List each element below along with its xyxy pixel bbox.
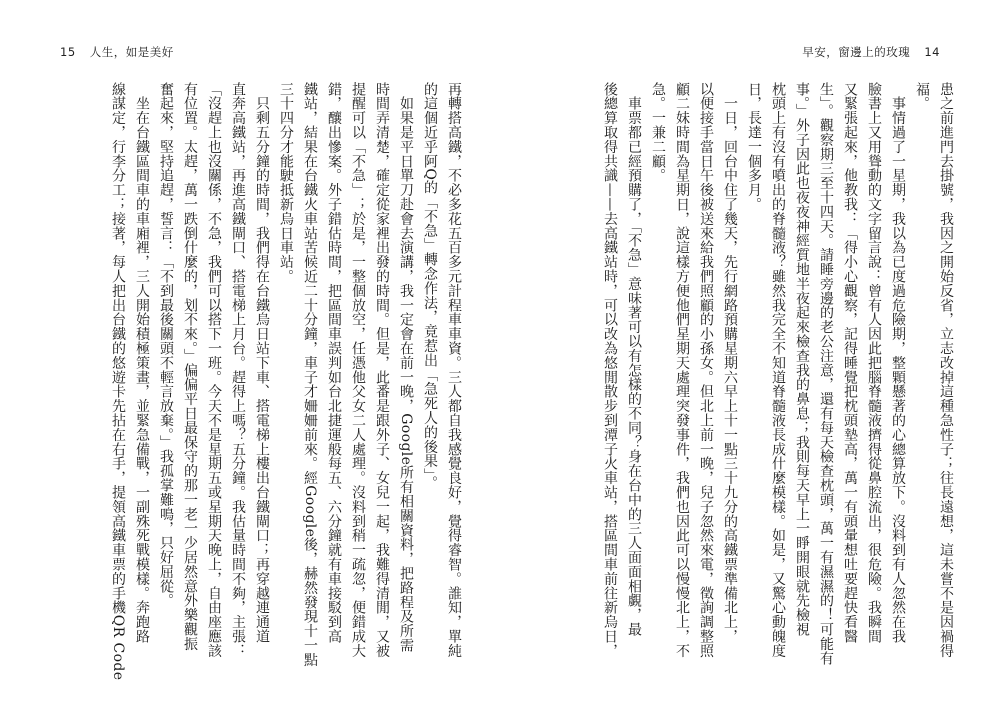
- text-column: 急。一兼二顧。: [650, 82, 666, 183]
- text-column: 日，長達一個多月。: [746, 82, 762, 212]
- text-column: 錯，釀出慘案。外子錯估時間，把區間車誤判如台北捷運般每五、六分鐘就有車接駁到高: [326, 82, 342, 644]
- left-running-title: 人生，如是美好: [89, 45, 174, 59]
- text-column: 鐵站，結果在台鐵火車站苦候近二十分鐘，車子才姍姍前來。經Google後，赫然發現十一點: [302, 82, 318, 667]
- text-column: 患之前進門去掛號，我因之開始反省，立志改掉這種急性子；往長遠想，這未嘗不是因禍得: [938, 82, 954, 658]
- text-column: 三十四分才能駛抵新烏日車站。: [278, 82, 294, 284]
- left-page-number: 15: [60, 45, 76, 59]
- left-page-body: [53, 82, 461, 682]
- text-column: 福。: [914, 82, 930, 111]
- text-column: 提醒可以「不急」；於是，一整個放空，任憑他父女二人處理。沒料到稍一疏忽，便錯成大: [350, 82, 366, 658]
- text-column: 的這個近乎阿Q的「不急」轉念作法，竟惹出「急死人的後果」。: [422, 82, 438, 491]
- text-column: 有位置。太趕，萬一跌倒什麼的，划不來。」偏偏平日最保守的那一老一少居然意外樂觀振: [182, 82, 198, 651]
- text-column: 「沒趕上也沒關係，不急，我們可以搭下一班。今天不是星期五或星期天晚上，自由座應該: [206, 82, 222, 658]
- text-column: 奮起來，堅持追趕，誓言：「不到最後關頭不輕言放棄。」我孤掌難鳴，只好屈從。: [158, 82, 174, 608]
- text-column: 以便接手當日午後被送來給我們照顧的小孫女。但北上前一晚，兒子忽然來電，徵詢調整照: [698, 82, 714, 658]
- text-column: 只剩五分鐘的時間，我們得在台鐵烏日站下車、搭電梯上樓出台鐵閘口；再穿越連通道: [254, 82, 270, 644]
- text-column: 坐在台鐵區間車的車廂裡，三人開始積極策畫，並緊急備戰，一副殊死戰模樣。奔跑路: [134, 82, 150, 644]
- text-column: 顧二妹時間為星期日，說這樣方便他們星期天處理突發事件，我們也因此可以慢慢北上，不: [674, 82, 690, 658]
- text-column: 生」。觀察期三至十四天。請睡旁邊的老公注意，還有每天檢查枕頭，萬一有濕濕的！可能有: [818, 82, 834, 666]
- right-page-header: [802, 44, 940, 60]
- text-column: 直奔高鐵站，再進高鐵閘口、搭電梯上月台。趕得上嗎？五分鐘。我估量時間不夠，主張：: [230, 82, 246, 658]
- text-column: 車票都已經預購了，「不急」意味著可以有怎樣的不同？身在台中的三人面面相覷，最: [626, 82, 642, 637]
- text-column: 又緊張起來，他教我：「得小心觀察，記得睡覺把枕頭墊高，萬一有頭暈想吐要趕快看醫: [842, 82, 858, 644]
- text-column: 時間弄清楚，確定從家裡出發的時間。但是，此番是跟外子、女兒一起，我難得清閒，又被: [374, 82, 390, 658]
- left-page-header: [60, 44, 174, 60]
- text-column: 事情過了一星期，我以為已度過危險期，整顆懸著的心總算放下。沒料到有人忽然在我: [890, 82, 906, 644]
- right-running-title: 早安，窗邊上的玫瑰: [802, 45, 911, 59]
- right-page-body: [545, 82, 953, 682]
- text-column: 再轉搭高鐵，不必多花五百多元計程車車資。三人都自我感覺良好，覺得睿智。誰知，單純: [446, 82, 462, 658]
- text-column: 事。」外子因此也夜夜神經質地半夜起來檢查我的鼻息；我則每天早上一睜開眼就先檢視: [794, 82, 810, 637]
- text-column: 後總算取得共識——去高鐵站時，可以改為悠閒散步到潭子火車站，搭區間車前往新烏日，: [602, 82, 618, 658]
- text-column: 線謀定，行李分工；接著，每人把出台鐵的悠遊卡先拈在右手，提領高鐵車票的手機QR Code: [110, 82, 126, 681]
- text-column: 一日，回台中住了幾天，先行網路預購星期六早上十一點三十九分的高鐵票準備北上，: [722, 82, 738, 644]
- right-page-number: 14: [924, 45, 940, 59]
- text-column: 枕頭上有沒有噴出的脊髓液？雖然我完全不知道脊髓液長成什麼模樣。如是，又驚心動魄度: [770, 82, 786, 658]
- text-column: 如果是平日單刀赴會去演講，我一定會在前一晚，Google所有相關資料，把路程及所需: [398, 82, 414, 653]
- text-column: 臉書上又用聳動的文字留言說：曾有人因此把腦脊髓液擠得從鼻腔流出，很危險。我瞬間: [866, 82, 882, 644]
